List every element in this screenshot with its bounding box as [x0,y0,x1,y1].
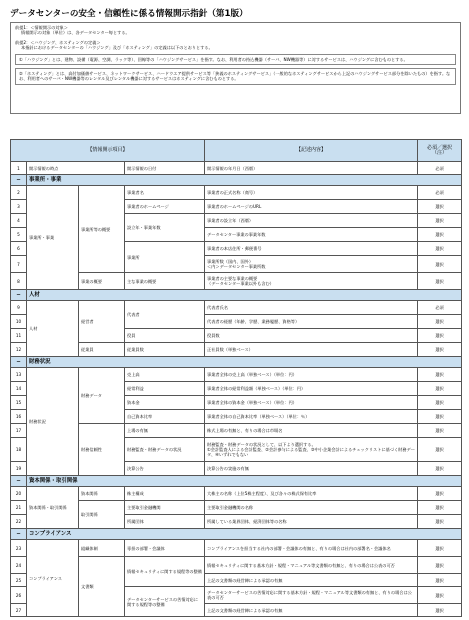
item-subcategory: 財務信頼性 [79,424,125,476]
section-row: − 人材 [11,290,462,301]
row-number: 11 [11,329,27,343]
row-number: 10 [11,315,27,329]
item-description: 事業者の設立年（西暦） [205,214,418,228]
table-row [11,186,462,200]
item-name: 事業所 [125,242,205,273]
item-name: 売上高 [125,368,205,382]
item-name: 株主構成 [125,487,205,501]
row-number: 20 [11,487,27,501]
item-description: 代表者の経歴（年齢、学歴、業務履歴、資格等） [205,315,418,329]
row-number: 21 [11,501,27,515]
housing-definition-note: ①「ハウジング」とは、建物、設備（電源、空調、ラック等）、回線等の「ハウジングサービス」を指す。なお、利用者の持込機器（サーバ、NW機器等）に対するサービスは、ハウジングに含むものとする。 [15,54,456,65]
item-description: データセンター事業の事業年数 [205,228,418,242]
required-flag: 選択 [418,501,462,515]
item-subcategory: 組織体制 [79,540,125,557]
item-name: 専担の部署・会議体 [125,540,205,557]
required-flag: 選択 [418,315,462,329]
row-number: 15 [11,396,27,410]
section-row: − 資本関係・取引関係 [11,476,462,487]
row-number: 1 [11,162,27,175]
item-description: 所属している業界団体、経済団体等の名称 [205,515,418,529]
disclosure-table [10,139,462,617]
item-name: 上場の有無 [125,424,205,438]
header-item: 【情報開示項目】 [11,140,205,162]
required-flag: 選択 [418,242,462,256]
item-name: 事業者のホームページ [125,200,205,214]
required-flag: 選択 [418,273,462,290]
item-name: 代表者 [125,301,205,329]
item-subcategory: 取引関係 [79,501,125,529]
item-category: 開示情報の時点 [27,162,125,175]
item-name: 所属団体 [125,515,205,529]
section-title: 事業所・事業 [27,175,462,186]
row-number: 19 [11,462,27,476]
required-flag: 選択 [418,587,462,604]
row-number: 16 [11,410,27,424]
item-subcategory: 文書類 [79,557,125,617]
required-flag: 選択 [418,540,462,557]
item-category: 人材 [27,301,79,357]
item-description: コンプライアンスを担当する社内の部署・会議体の有無と、有りの場合は社内の部署名・会議体名 [205,540,418,557]
row-number: 6 [11,242,27,256]
item-name: 決算公告 [125,462,205,476]
item-name: データセンターサービスの苦情対応に関する規程等の整備 [125,587,205,617]
required-flag: 選択 [418,200,462,214]
item-subcategory: 経営者 [79,301,125,343]
table-row [11,273,462,290]
item-subcategory: 財務データ [79,368,125,424]
item-description: 正社員数（単独ベース） [205,343,418,357]
section-row: − 事業所・事業 [11,175,462,186]
item-subcategory: 事業の概要 [79,273,125,290]
required-flag: 選択 [418,256,462,273]
item-description: 大株主の名称（上位5株主程度）、及び各々の株式保有比率 [205,487,418,501]
item-description: 事業者の本店住所・郵便番号 [205,242,418,256]
premise-2-heading: 前提2：＜ハウジング、ホスティングの定義＞ [15,39,101,45]
required-flag: 選択 [418,368,462,382]
row-number: 25 [11,574,27,587]
table-row [11,343,462,357]
row-number: 27 [11,604,27,617]
row-number: 9 [11,301,27,315]
row-number: 5 [11,228,27,242]
item-description: データセンターサービスの苦情対応に関する基本方針・規程・マニュアル等文書類の有無と、有りの場合は公表の可否 [205,587,418,604]
item-description: 代表者氏名 [205,301,418,315]
header-required: 必須／選択 （注） [418,140,462,162]
premise-1-heading: 前提1：＜情報開示の対象＞ [15,25,68,30]
section-title: コンプライアンス [27,529,462,540]
item-subcategory: 資本関係 [79,487,125,501]
section-title: 人材 [27,290,462,301]
item-description: 事業者のホームページのURL [205,200,418,214]
item-description: 事業者全体の経常利益額（単独ベース）（単位：円） [205,382,418,396]
item-description: 主要取引金融機関の名称 [205,501,418,515]
required-flag: 選択 [418,462,462,476]
item-name: 自己資本比率 [125,410,205,424]
section-row: − 財務状況 [11,357,462,368]
required-flag: 必須 [418,186,462,200]
table-row [11,368,462,382]
required-flag: 選択 [418,557,462,574]
required-flag: 選択 [418,574,462,587]
item-name: 情報セキュリティに関する規程等の整備 [125,557,205,587]
item-description: 情報セキュリティに関する基本方針・規程・マニュアル等文書類の有無と、有りの場合は公表の可否 [205,557,418,574]
table-row [11,162,462,175]
row-number: 26 [11,587,27,604]
required-flag: 選択 [418,424,462,438]
item-description: 財務監査・財務データの状況として、以下より選択する。 ①会計監査人による会計監査、②会計参与による監査、③中小企業会計によるチェックリストに基づく財務データ、④いずれでもない [205,438,418,462]
item-name: 経常利益 [125,382,205,396]
item-description: 開示情報の年月日（西暦） [205,162,418,175]
item-category: 資本関係・取引関係 [27,487,79,529]
header-content: 【記述内容】 [205,140,418,162]
table-row [11,301,462,315]
row-number: 7 [11,256,27,273]
required-flag: 必須 [418,162,462,175]
table-row [11,424,462,438]
row-number: 14 [11,382,27,396]
item-description: 決算公告の実施の有無 [205,462,418,476]
table-header-row [11,140,462,162]
item-name: 主な事業の概要 [125,273,205,290]
item-name: 主要取引金融機関 [125,501,205,515]
required-flag: 選択 [418,214,462,228]
premise-2-body: 本指針におけるデータセンターの「ハウジング」及び「ホスティング」の定義は以下のとおりとする。 [21,45,213,51]
item-name: 資本金 [125,396,205,410]
table-row [11,501,462,515]
row-number: 18 [11,438,27,462]
required-flag: 選択 [418,396,462,410]
item-category: 財務状況 [27,368,79,476]
row-number: 12 [11,343,27,357]
required-flag: 選択 [418,329,462,343]
row-number: 13 [11,368,27,382]
row-number: 3 [11,200,27,214]
table-row [11,540,462,557]
item-category: コンプライアンス [27,540,79,617]
section-row: − コンプライアンス [11,529,462,540]
item-category: 事業所・事業 [27,186,79,290]
section-title: 財務状況 [27,357,462,368]
item-description: 事業者全体の売上高（単独ベース）（単位：円） [205,368,418,382]
item-subcategory: 事業所等の概要 [79,186,125,273]
item-description: 上記の文書類の経営陣による承認の有無 [205,604,418,617]
item-description: 事業者全体の自己資本比率（単独ベース）（単位：％） [205,410,418,424]
item-description: 事業者の正式名称（商号） [205,186,418,200]
item-description: 役員数 [205,329,418,343]
item-description: 事業者全体の資本金（単独ベース）（単位：円） [205,396,418,410]
hosting-definition-note: ②「ホスティング」とは、高付加価値サービス、ネットワークサービス、ハードウエア提供サービス等「狭義のホスティングサービス」（一般的なホスティングサービスから上記のハウジングサービス部分を除いたもの）を指す。なお、利用者へのサーバ・NW機器等のレンタル及びレンタル機器に対するサービスはホスティングに含むものとする。 [15,68,456,85]
item-description: 事業所数（国内、国外） ＜内＞データセンター事業所数 [205,256,418,273]
item-name: 役員 [125,329,205,343]
required-flag: 選択 [418,604,462,617]
required-flag: 選択 [418,228,462,242]
item-description: 事業者の主要な事業の概要 （データセンター事業以外も含む） [205,273,418,290]
row-number: 24 [11,557,27,574]
required-flag: 選択 [418,410,462,424]
row-number: 2 [11,186,27,200]
required-flag: 選択 [418,438,462,462]
table-row [11,557,462,574]
premise-1-body: 情報開示の対象（単位）は、各データセンター毎とする。 [21,30,130,36]
required-flag: 選択 [418,515,462,529]
page-title: データセンターの安全・信頼性に係る情報開示指針（第1版） [10,9,248,19]
item-name: 事業者名 [125,186,205,200]
row-number: 4 [11,214,27,228]
section-title: 資本関係・取引関係 [27,476,462,487]
item-description: 株式上場の有無と、有りの場合は市場名 [205,424,418,438]
row-number: 23 [11,540,27,557]
required-flag: 選択 [418,343,462,357]
item-subcategory: 従業員 [79,343,125,357]
row-number: 8 [11,273,27,290]
row-number: 22 [11,515,27,529]
required-flag: 選択 [418,382,462,396]
item-name: 開示情報の日付 [125,162,205,175]
required-flag: 選択 [418,487,462,501]
row-number: 17 [11,424,27,438]
item-name: 従業員数 [125,343,205,357]
item-name: 財務監査・財務データの状況 [125,438,205,462]
required-flag: 必須 [418,301,462,315]
item-description: 上記の文書類の経営陣による承認の有無 [205,574,418,587]
table-row [11,487,462,501]
premise-box [10,22,461,114]
item-name: 設立年・事業年数 [125,214,205,242]
